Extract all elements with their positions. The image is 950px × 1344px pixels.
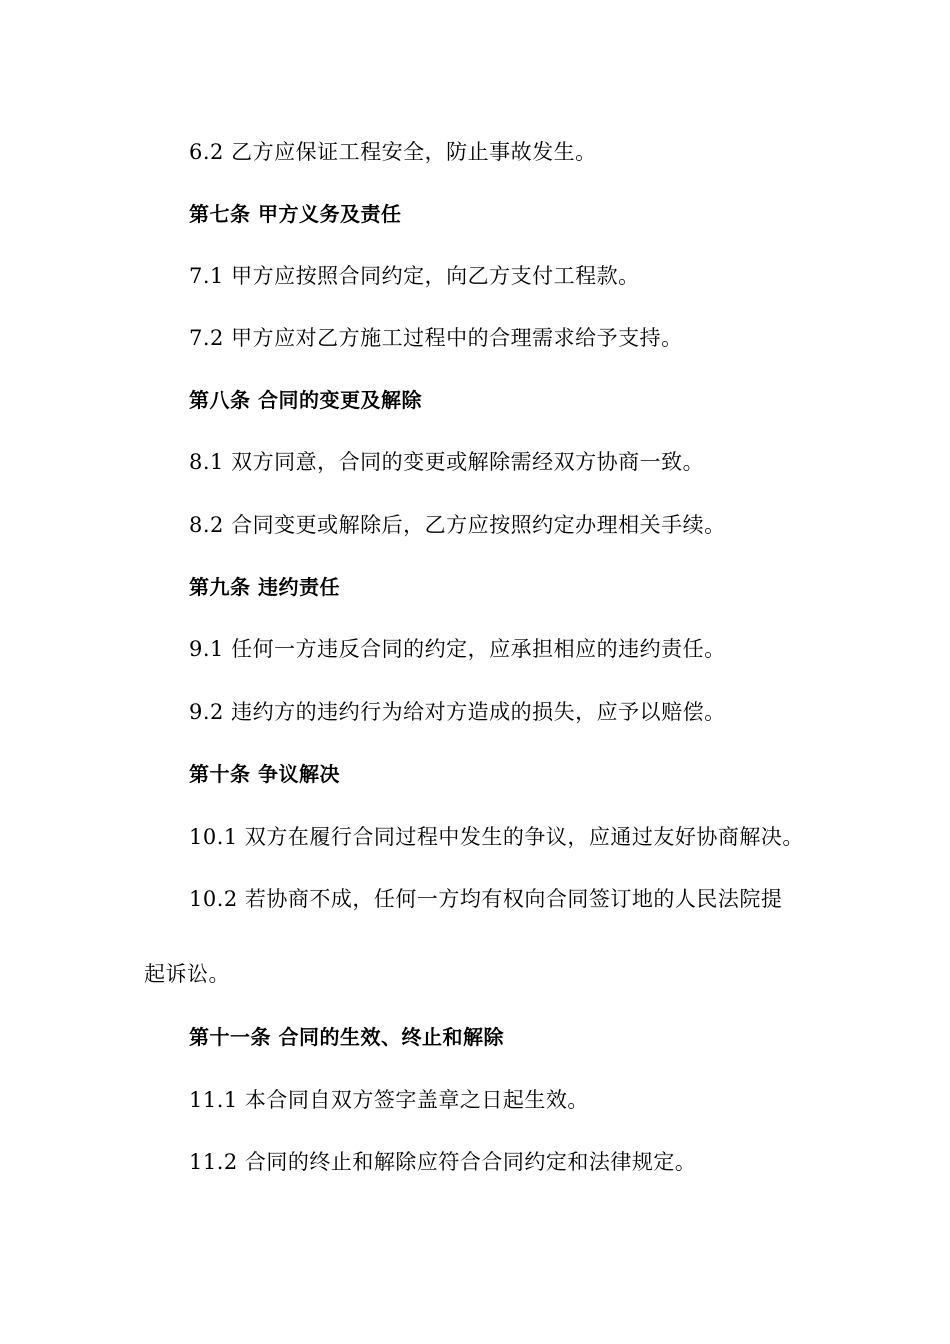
clause-8-2: 8.2 合同变更或解除后，乙方应按照约定办理相关手续。 [189, 513, 726, 537]
clause-10-2: 10.2 若协商不成，任何一方均有权向合同签订地的人民法院提 [189, 887, 783, 911]
clause-10-2-continuation: 起诉讼。 [144, 962, 230, 986]
clause-11-2: 11.2 合同的终止和解除应符合合同约定和法律规定。 [189, 1150, 697, 1174]
clause-8-1: 8.1 双方同意，合同的变更或解除需经双方协商一致。 [189, 450, 705, 474]
clause-9-1: 9.1 任何一方违反合同的约定，应承担相应的违约责任。 [189, 637, 726, 661]
article-10-heading: 第十条 争议解决 [189, 762, 340, 786]
article-7-heading: 第七条 甲方义务及责任 [189, 202, 402, 226]
article-11-heading: 第十一条 合同的生效、终止和解除 [189, 1025, 504, 1049]
clause-7-2: 7.2 甲方应对乙方施工过程中的合理需求给予支持。 [189, 326, 683, 350]
clause-7-1: 7.1 甲方应按照合同约定，向乙方支付工程款。 [189, 264, 640, 288]
clause-10-1: 10.1 双方在履行合同过程中发生的争议，应通过友好协商解决。 [189, 825, 804, 849]
article-9-heading: 第九条 违约责任 [189, 575, 340, 599]
clause-11-1: 11.1 本合同自双方签字盖章之日起生效。 [189, 1088, 589, 1112]
clause-6-2: 6.2 乙方应保证工程安全，防止事故发生。 [189, 140, 597, 164]
clause-9-2: 9.2 违约方的违约行为给对方造成的损失，应予以赔偿。 [189, 700, 726, 724]
article-8-heading: 第八条 合同的变更及解除 [189, 388, 422, 412]
